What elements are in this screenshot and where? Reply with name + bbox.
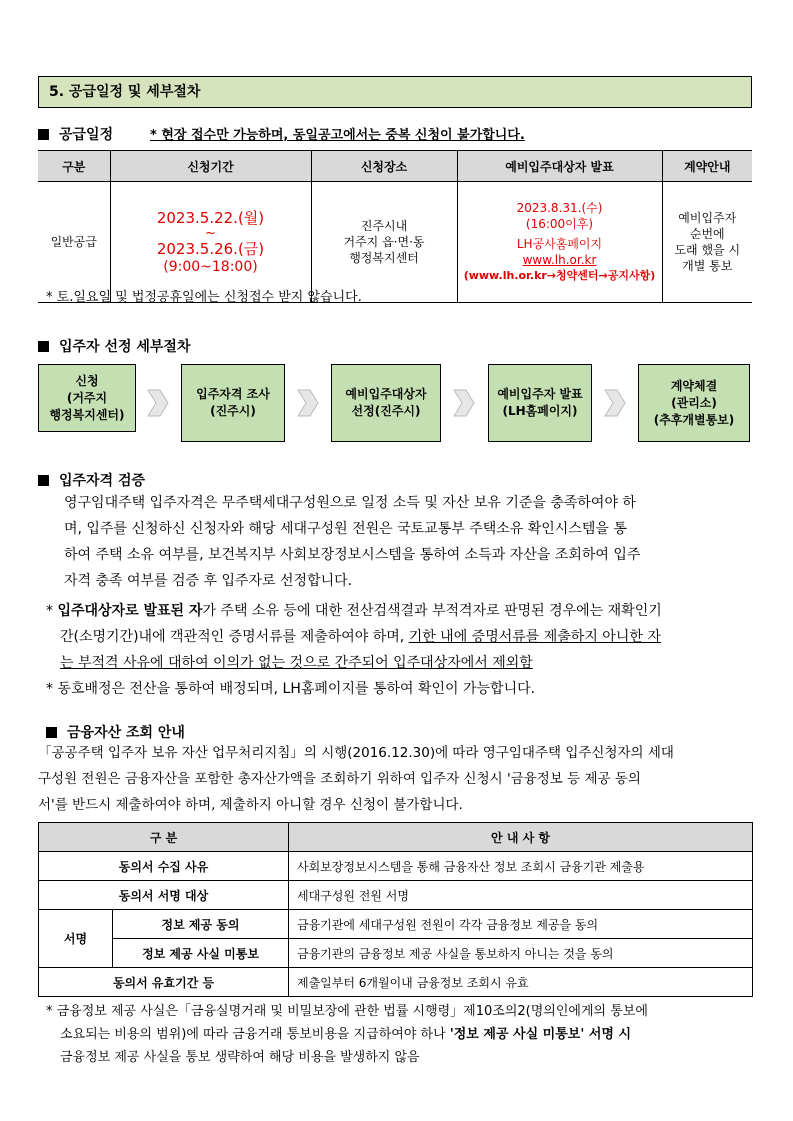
schedule-notice: * 현장 접수만 가능하며, 동일공고에서는 중복 신청이 불가합니다. (150, 128, 525, 143)
flow-step-contract: 계약체결 (관리소) (추후개별통보) (638, 364, 750, 442)
schedule-heading: 공급일정 (59, 127, 114, 143)
flow-step-apply: 신청 (거주지 행정복지센터) (38, 364, 136, 432)
cell-type: 일반공급 (38, 182, 110, 303)
flow-step-selection: 예비입주대상자 선정(진주시) (331, 364, 441, 442)
chevron-right-icon (603, 388, 627, 418)
section-title: 5. 공급일정 및 세부절차 (38, 76, 752, 108)
schedule-table (38, 150, 752, 303)
finance-col-category: 구 분 (39, 823, 289, 852)
flow-step-eligibility: 입주자격 조사 (진주시) (181, 364, 285, 442)
square-bullet-icon (38, 129, 49, 140)
cell-period: 2023.5.22.(월) ~ 2023.5.26.(금) (9:00~18:00) (110, 182, 311, 303)
verification-body: 영구임대주택 입주자격은 무주택세대구성원으로 일정 소득 및 자산 보유 기준을 충족하여야 하 며, 입주를 신청하신 신청자와 해당 세대구성원 전원은 국토교통부 주택소유 확인시스템을 통 하여 주택 소유 여부를, 보건복지부 사회보장정보시스템을 통하여 소득과 자산을 조회하여 입주 자격 충족 여부를 검증 후 입주자로 선정합니다. (64, 495, 641, 589)
procedure-heading: 입주자 선정 세부절차 (59, 339, 191, 355)
announce-url-link[interactable]: www.lh.or.kr (522, 253, 597, 267)
chevron-right-icon (296, 388, 320, 418)
verification-heading-row (38, 470, 145, 490)
square-bullet-icon (38, 475, 49, 486)
finance-footnote: * 금융정보 제공 사실은「금융실명거래 및 비밀보장에 관한 법률 시행령」제10조의2(명의인에게의 통보에 소요되는 비용의 범위)에 따라 금융거래 통보비용을 지급하여야 하나 '정보 제공 사실 미통보' 서명 시 금융정보 제공 사실을 통보 생략하여 해당 비용을 발생하지 않음 (46, 1004, 648, 1065)
schedule-footnote: * 토.일요일 및 법정공휴일에는 신청접수 받지 않습니다. (46, 290, 362, 305)
chevron-right-icon (146, 388, 170, 418)
col-announce: 예비입주대상자 발표 (457, 151, 662, 182)
verification-heading: 입주자격 검증 (59, 473, 146, 489)
cell-announce: 2023.8.31.(수) (16:00이후) LH공사홈페이지 www.lh.or.kr (www.lh.or.kr→청약센터→공지사항) (457, 182, 662, 303)
col-type: 구분 (38, 151, 110, 182)
finance-heading-row (46, 722, 185, 742)
chevron-right-icon (452, 388, 476, 418)
finance-col-info: 안 내 사 항 (289, 823, 753, 852)
schedule-heading-row (38, 124, 113, 144)
square-bullet-icon (38, 341, 49, 352)
square-bullet-icon (46, 727, 57, 738)
cell-contract: 예비입주자 순번에 도래 했을 시 개별 통보 (662, 182, 752, 303)
verification-note: * 입주대상자로 발표된 자가 주택 소유 등에 대한 전산검색결과 부적격자로 판명된 경우에는 재확인기 간(소명기간)내에 객관적인 증명서류를 제출하여야 하며, 기한 내에 증명서류를 제출하지 아니한 자 는 부적격 사유에 대하여 이의가 없는 것으로 간주되어 입주대상자에서 제외함 * 동호배정은 전산을 통하여 배정되며, LH홈페이지를 통하여 확인이 가능합니다. (46, 603, 662, 697)
cell-place: 진주시내 거주지 읍·면·동 행정복지센터 (311, 182, 457, 303)
finance-table: 구 분 안 내 사 항 동의서 수집 사유 사회보장정보시스템을 통해 금융자산 정보 조회시 금융기관 제출용 동의서 서명 대상 세대구성원 전원 서명 서명 정보 제공 동의 금융기관에 세대구성원 전원이 각각 금융정보 제공을 동의 정보 제공 사실 미통보 금융기관의 금융정보 제공 사실을 통보하지 아니는 것을 동의 동의서 유효기간 등 제출일부터 6개월이내 금융정보 조회시 유효 (38, 822, 753, 997)
finance-body: 「공공주택 입주자 보유 자산 업무처리지침」의 시행(2016.12.30)에 따라 영구임대주택 입주신청자의 세대 구성원 전원은 금융자산을 포함한 총자산가액을 조회하기 위하여 입주자 신청시 '금융정보 등 제공 동의 서'를 반드시 제출하여야 하며, 제출하지 아니할 경우 신청이 불가합니다. (38, 745, 674, 813)
col-contract: 계약안내 (662, 151, 752, 182)
col-place: 신청장소 (311, 151, 457, 182)
col-period: 신청기간 (110, 151, 311, 182)
procedure-heading-row (38, 336, 190, 356)
flow-step-announce: 예비입주자 발표 (LH홈페이지) (488, 364, 592, 442)
finance-heading: 금융자산 조회 안내 (67, 725, 185, 741)
